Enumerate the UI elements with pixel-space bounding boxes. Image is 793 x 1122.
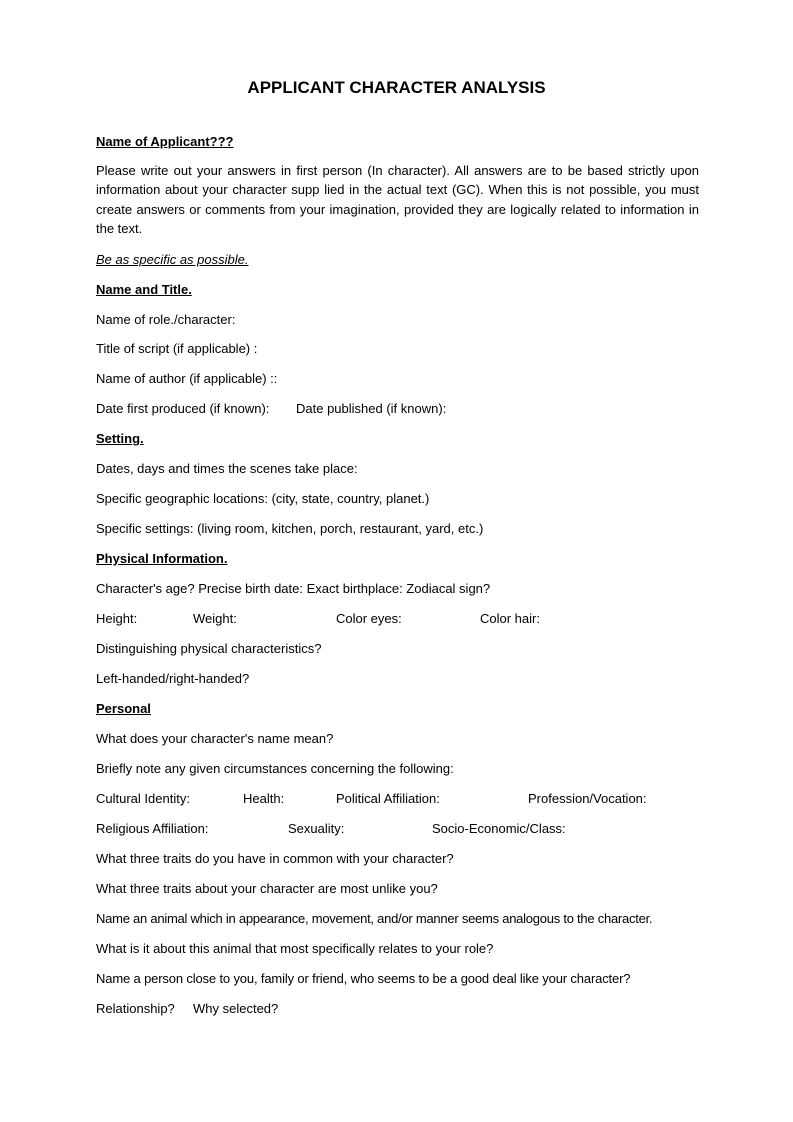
name-of-applicant-heading: Name of Applicant???	[96, 134, 234, 149]
author-name-prompt: Name of author (if applicable) ::	[96, 371, 278, 386]
why-selected-prompt: Why selected?	[193, 1001, 279, 1016]
date-produced-prompt: Date first produced (if known):	[96, 401, 270, 416]
religious-affiliation-prompt: Religious Affiliation:	[96, 821, 209, 836]
health-prompt: Health:	[243, 791, 285, 806]
political-affiliation-prompt: Political Affiliation:	[336, 791, 440, 806]
distinguishing-prompt: Distinguishing physical characteristics?	[96, 641, 322, 656]
socio-economic-prompt: Socio-Economic/Class:	[432, 821, 566, 836]
page-title: APPLICANT CHARACTER ANALYSIS	[247, 78, 546, 97]
geographic-locations-prompt: Specific geographic locations: (city, state, country, planet.)	[96, 491, 430, 506]
color-hair-prompt: Color hair:	[480, 611, 540, 626]
height-prompt: Height:	[96, 611, 138, 626]
color-eyes-prompt: Color eyes:	[336, 611, 402, 626]
sexuality-prompt: Sexuality:	[288, 821, 345, 836]
profession-prompt: Profession/Vocation:	[528, 791, 647, 806]
weight-prompt: Weight:	[193, 611, 237, 626]
animal-relates-prompt: What is it about this animal that most specifically relates to your role?	[96, 941, 494, 956]
similar-person-prompt: Name a person close to you, family or friend, who seems to be a good deal like your character?	[96, 971, 631, 986]
specific-settings-prompt: Specific settings: (living room, kitchen, porch, restaurant, yard, etc.)	[96, 521, 484, 536]
date-published-prompt: Date published (if known):	[296, 401, 447, 416]
personal-heading: Personal	[96, 701, 151, 716]
role-name-prompt: Name of role./character:	[96, 312, 236, 327]
circumstances-prompt: Briefly note any given circumstances concerning the following:	[96, 761, 454, 776]
animal-analogy-prompt: Name an animal which in appearance, movement, and/or manner seems analogous to the character.	[96, 911, 653, 926]
name-meaning-prompt: What does your character's name mean?	[96, 731, 334, 746]
handedness-prompt: Left-handed/right-handed?	[96, 671, 250, 686]
setting-heading: Setting.	[96, 431, 144, 446]
specific-note: Be as specific as possible.	[96, 252, 249, 267]
name-title-heading: Name and Title.	[96, 282, 192, 297]
cultural-identity-prompt: Cultural Identity:	[96, 791, 190, 806]
age-prompt: Character's age? Precise birth date: Exact birthplace: Zodiacal sign?	[96, 581, 491, 596]
scene-dates-prompt: Dates, days and times the scenes take place:	[96, 461, 358, 476]
intro-paragraph: Please write out your answers in first person (In character). All answers are to be based strictly upon information about your character supp lied in the actual text (GC). When this is not possible, you must create answers or comments from your imagination, provided they are logically related to information in the text.	[96, 163, 699, 236]
script-title-prompt: Title of script (if applicable) :	[96, 341, 258, 356]
relationship-prompt: Relationship?	[96, 1001, 175, 1016]
physical-info-heading: Physical Information.	[96, 551, 228, 566]
traits-unlike-prompt: What three traits about your character are most unlike you?	[96, 881, 438, 896]
traits-common-prompt: What three traits do you have in common with your character?	[96, 851, 454, 866]
